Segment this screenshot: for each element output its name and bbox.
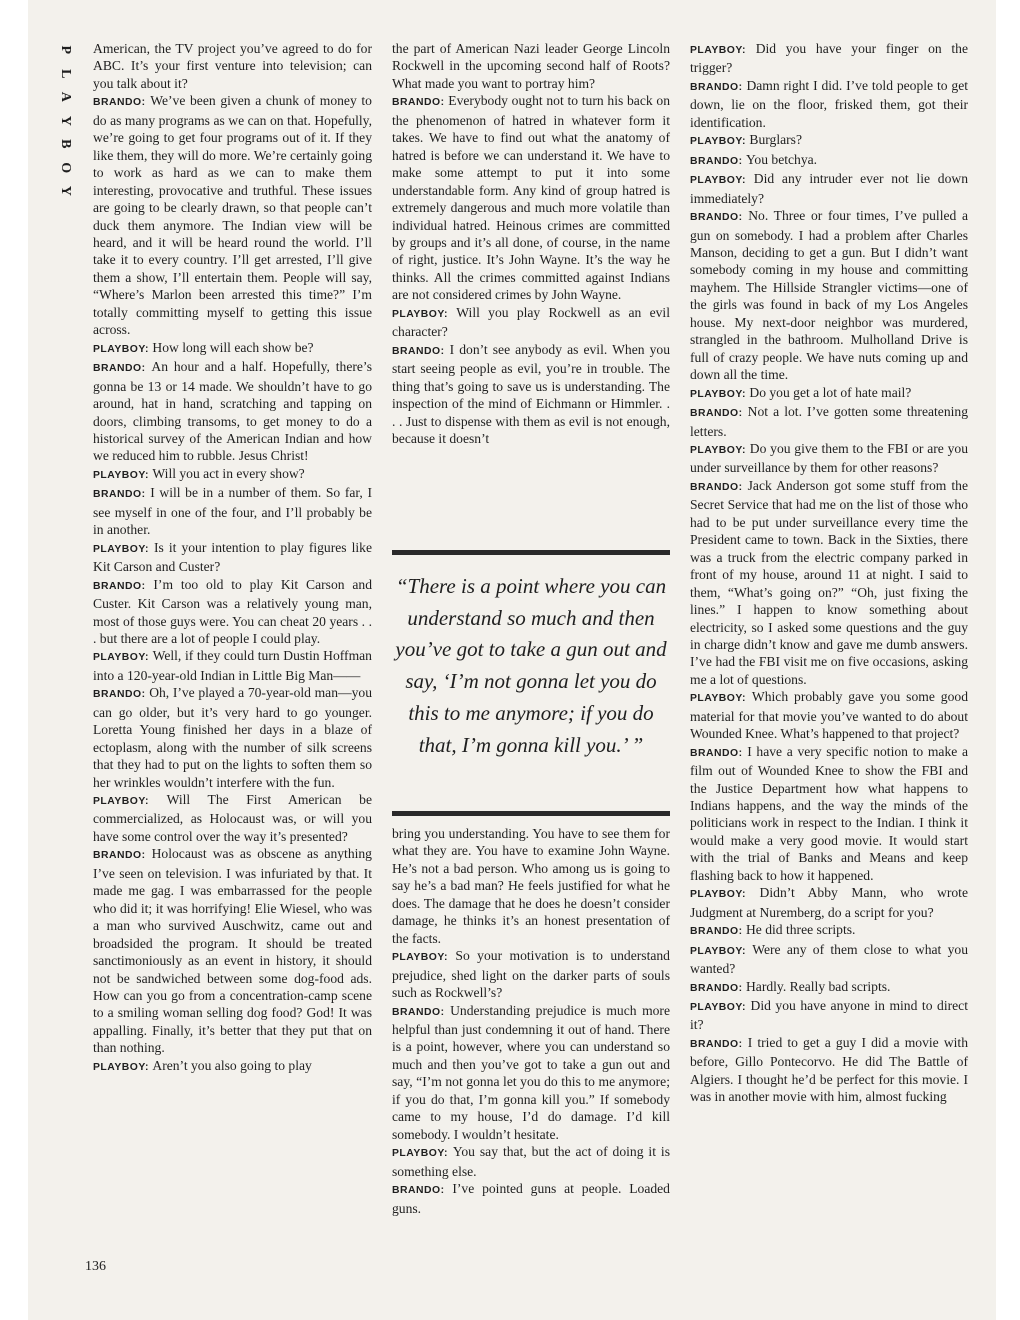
speaker-label: PLAYBOY : <box>93 796 167 807</box>
speaker-label: PLAYBOY : <box>690 693 752 704</box>
paragraph-text: Aren’t you also going to play <box>152 1057 312 1073</box>
interview-paragraph <box>93 539 372 576</box>
paragraph-text: How long will each show be? <box>152 339 314 355</box>
speaker-label: PLAYBOY : <box>93 470 152 481</box>
masthead-letter: Y <box>57 115 73 126</box>
pull-quote-text: “There is a point where you can understand so much and then you’ve got to take a gun out and say, ‘I’m not gonna let you do this to me anymore; if you do that, I’m gonna kill you.’ ” <box>395 574 667 757</box>
speaker-label: BRANDO : <box>690 82 746 93</box>
speaker-label: BRANDO : <box>690 482 748 493</box>
paragraph-text: I have a very specific notion to make a film out of Wounded Knee to show the FBI and the Justice Department how what happens to Indians happens, and the way the minds of the politicians work in respect to the Indian. I think it would make a very good movie. It would start with the trial of Banks and Means and keep flashing back to how it happened. <box>690 743 968 883</box>
paragraph-text: Do you get a lot of hate mail? <box>749 384 912 400</box>
speaker-label: PLAYBOY : <box>392 952 455 963</box>
speaker-label: PLAYBOY : <box>93 1062 152 1073</box>
paragraph-text: Do you give them to the FBI or are you under surveillance by them for other reasons? <box>690 440 968 476</box>
paragraph-text: I’ve pointed guns at people. Loaded guns. <box>392 1181 670 1216</box>
masthead-letter: O <box>57 161 73 173</box>
interview-paragraph <box>690 170 968 207</box>
paragraph-text: Will you act in every show? <box>152 465 305 481</box>
paragraph-text: Did you have your finger on the trigger? <box>690 41 968 76</box>
interview-paragraph <box>690 151 968 170</box>
paragraph-text: We’ve been given a chunk of money to do as many programs as we can on that. Hopefully, we’re going to get four programs out of it. If they like them, they will do more. We’re certainly going to work as hard as we can to make them interesting, provocative and truthful. These issues are going to be clearly drawn, so that people can’t duck them anymore. The Indian view will be heard, and it will be heard round the world. I’ll take it to every country. I’ll get arrested, I’ll give them a show, I’ll entertain them. People will say, “Where’s Marlon been arrested this time?” I’m totally committing myself to getting this issue across. <box>93 93 372 338</box>
speaker-label: BRANDO : <box>690 156 746 167</box>
speaker-label: BRANDO : <box>93 363 151 374</box>
speaker-label: PLAYBOY : <box>690 445 750 456</box>
text-column-2-top <box>392 40 670 447</box>
text-column-1 <box>93 40 372 1076</box>
interview-paragraph <box>690 688 968 742</box>
paragraph-text: He did three scripts. <box>745 922 856 938</box>
interview-paragraph <box>93 791 372 845</box>
interview-paragraph <box>392 341 670 448</box>
speaker-label: BRANDO : <box>93 581 153 592</box>
masthead-letter: P <box>57 45 73 55</box>
paragraph-text: Oh, I’ve played a 70-year-old man—you can go older, but it’s very hard to go younger. Loretta Young finished her days in a blaze of ectoplasm, along with the number of silk screens that they had to put on the lights to soften them so her wrinkles wouldn’t interfere with the fun. <box>93 685 372 790</box>
paragraph-text: You say that, but the act of doing it is something else. <box>392 1144 670 1179</box>
speaker-label: PLAYBOY : <box>690 889 760 900</box>
text-column-3 <box>690 40 968 1106</box>
speaker-label: PLAYBOY : <box>690 946 752 957</box>
paragraph-text: the part of American Nazi leader George Lincoln Rockwell in the upcoming second half of Roots? What made you want to portray him? <box>392 41 670 91</box>
interview-paragraph <box>690 207 968 384</box>
speaker-label: BRANDO : <box>93 850 152 861</box>
interview-paragraph <box>392 1002 670 1144</box>
paragraph-text: You betchya. <box>745 151 818 167</box>
paragraph-text: So your motivation is to understand prejudice, shed light on the darker parts of souls such as Rockwell’s? <box>392 948 670 1001</box>
interview-paragraph <box>93 484 372 538</box>
paragraph-text: bring you understanding. You have to see them for what they are. You have to examine John Wayne. He’s not a bad person. Who among us is going to say he’s a bad man? He feels justified for what he does. The damage that he does he doesn’t consider damage, he thinks it’s an honest presentation of the facts. <box>392 826 670 946</box>
paragraph-text: Hardly. Really bad scripts. <box>745 978 891 994</box>
speaker-label: BRANDO : <box>93 689 149 700</box>
interview-paragraph <box>690 997 968 1034</box>
speaker-label: BRANDO : <box>93 489 150 500</box>
masthead-letter: A <box>57 91 73 102</box>
interview-paragraph <box>690 978 968 997</box>
speaker-label: BRANDO : <box>690 408 748 419</box>
magazine-masthead <box>56 38 74 203</box>
interview-paragraph <box>392 40 670 92</box>
interview-paragraph <box>690 77 968 131</box>
paragraph-text: Didn’t Abby Mann, who wrote Judgment at Nuremberg, do a script for you? <box>690 885 968 920</box>
interview-paragraph <box>690 403 968 440</box>
interview-paragraph <box>93 339 372 358</box>
speaker-label: PLAYBOY : <box>392 1148 453 1159</box>
interview-paragraph <box>93 1057 372 1076</box>
speaker-label: BRANDO : <box>392 1185 452 1196</box>
interview-paragraph <box>690 743 968 885</box>
interview-paragraph <box>93 576 372 648</box>
interview-paragraph <box>93 647 372 684</box>
paragraph-text: Were any of them close to what you wanted? <box>690 941 968 977</box>
speaker-label: BRANDO : <box>93 97 150 108</box>
paragraph-text: I will be in a number of them. So far, I see myself in one of the four, and I’ll probably be in another. <box>93 485 372 538</box>
interview-paragraph <box>690 1034 968 1106</box>
paragraph-text: Everybody ought not to turn his back on the phenomenon of hatred in whatever form it takes. We have to find out what the anatomy of hatred is before we can understand it. We have to make some attempt to put it into some understandable form. Any kind of group hatred is extremely dangerous and much more volatile than individual hatred. Heinous crimes are committed by groups and it’s all done, of course, in the name of right, justice. It’s John Wayne. It’s the way he thinks. All the crimes committed against Indians are not considered crimes by John Wayne. <box>392 93 670 303</box>
paragraph-text: American, the TV project you’ve agreed to do for ABC. It’s your first venture into television; can you talk about it? <box>93 41 372 91</box>
masthead-letter: Y <box>57 185 73 196</box>
speaker-label: BRANDO : <box>392 1007 450 1018</box>
interview-paragraph <box>392 92 670 303</box>
speaker-label: PLAYBOY : <box>93 344 152 355</box>
interview-paragraph <box>690 440 968 477</box>
interview-paragraph <box>690 477 968 688</box>
speaker-label: BRANDO : <box>392 346 450 357</box>
speaker-label: PLAYBOY : <box>93 544 154 555</box>
interview-paragraph <box>690 884 968 921</box>
speaker-label: PLAYBOY : <box>690 45 756 56</box>
interview-paragraph <box>392 1180 670 1217</box>
paragraph-text: Understanding prejudice is much more helpful than just condemning it out of hand. There is a point, however, where you can understand so much and then you’ve got to take a gun out and say, “I’m not gonna let you do this to me anymore; if you do that, I’m gonna kill you.” If somebody came to my house, I’d do damage. I’d kill somebody. I wouldn’t hesitate. <box>392 1002 670 1142</box>
interview-paragraph <box>392 304 670 341</box>
paragraph-text: Which probably gave you some good material for that movie you’ve wanted to do about Wounded Knee. What’s happened to that project? <box>690 689 968 742</box>
paragraph-text: Will you play Rockwell as an evil character? <box>392 304 670 340</box>
speaker-label: PLAYBOY : <box>690 136 749 147</box>
pull-quote <box>392 550 670 816</box>
speaker-label: PLAYBOY : <box>93 652 153 663</box>
interview-paragraph <box>690 384 968 403</box>
interview-paragraph <box>392 1143 670 1180</box>
paragraph-text: I tried to get a guy I did a movie with before, Gillo Pontecorvo. He did The Battle of Algiers. I thought he’d be perfect for this movie. I was in another movie with him, almost fucking <box>690 1034 968 1105</box>
interview-paragraph <box>93 845 372 1056</box>
paragraph-text: Holocaust was as obscene as anything I’ve seen on television. I was infuriated by that. It made me gag. I was embarrassed for the people who did it; it was horrifying! Elie Wiesel, who was a man who survived Auschwitz, came out and broadsided the program. It should be treated sanctimoniously as an event in history, it should not be sandwiched between some dog-food ads. How can you go from a concentration-camp scene to a smiling woman selling dog food? God! It was appalling. Finally, it’s better that they put that on than nothing. <box>93 846 372 1056</box>
paragraph-text: An hour and a half. Hopefully, there’s gonna be 13 or 14 made. We shouldn’t have to go around, hat in hand, scratching and tapping on doors, climbing transoms, to get money to do a historical survey of the American Indian and how we reduced him to rubble. Jesus Christ! <box>93 359 373 464</box>
paragraph-text: Damn right I did. I’ve told people to get down, lie on the floor, frisked them, got their identification. <box>690 77 968 130</box>
paragraph-text: Not a lot. I’ve gotten some threatening letters. <box>690 404 968 439</box>
paragraph-text: Well, if they could turn Dustin Hoffman into a 120-year-old Indian in Little Big Man—— <box>93 648 372 683</box>
paragraph-text: Is it your intention to play figures like Kit Carson and Custer? <box>93 539 373 575</box>
paragraph-text: I’m too old to play Kit Carson and Custer. Kit Carson was a relatively young man, most of those guys were. You can cheat 20 years . . . but there are a lot of people I could play. <box>93 576 372 646</box>
interview-paragraph <box>93 465 372 484</box>
interview-paragraph <box>690 40 968 77</box>
masthead-letter: B <box>57 139 73 149</box>
speaker-label: BRANDO : <box>690 926 746 937</box>
interview-paragraph <box>690 131 968 150</box>
speaker-label: PLAYBOY : <box>392 309 456 320</box>
paragraph-text: Did any intruder ever not lie down immediately? <box>690 171 968 206</box>
interview-paragraph <box>392 947 670 1001</box>
interview-paragraph <box>392 825 670 947</box>
speaker-label: PLAYBOY : <box>690 175 754 186</box>
paragraph-text: Will The First American be commercialized, as Holocaust was, or will you have some control over the way it’s presented? <box>93 792 373 844</box>
speaker-label: PLAYBOY : <box>690 389 749 400</box>
speaker-label: BRANDO : <box>690 1039 748 1050</box>
masthead-letter: L <box>57 68 73 78</box>
speaker-label: PLAYBOY : <box>690 1002 751 1013</box>
page-number: 136 <box>85 1259 106 1274</box>
speaker-label: BRANDO : <box>690 748 747 759</box>
paragraph-text: Jack Anderson got some stuff from the Secret Service that had me on the list of those who had to be put under surveillance every time the President came to town. Back in the Sixties, there was a truck from the electric company parked in front of my house, around 11 at night. I said to them, “What’s going on?” “Oh, just fixing the lines.” I happen to know something about electricity, so I asked some questions and the guy in charge didn’t know and gave me dumb answers. I’ve had the FBI visit me on five occasions, asking me a lot of questions. <box>690 477 968 687</box>
interview-paragraph <box>93 40 372 92</box>
text-column-2-bottom <box>392 825 670 1217</box>
interview-paragraph <box>93 358 372 465</box>
paragraph-text: Burglars? <box>749 132 802 148</box>
interview-paragraph <box>93 684 372 791</box>
magazine-page <box>28 0 996 1320</box>
speaker-label: BRANDO : <box>392 97 448 108</box>
paragraph-text: I don’t see anybody as evil. When you start seeing people as evil, you’re in trouble. The thing that’s going to save us is understanding. The inspection of the mind of Eichmann or Himmler. . . . Just to dispense with them as evil is not enough, because it doesn’t <box>392 341 670 446</box>
interview-paragraph <box>690 941 968 978</box>
paragraph-text: Did you have anyone in mind to direct it? <box>690 998 968 1033</box>
paragraph-text: No. Three or four times, I’ve pulled a gun on somebody. I had a problem after Charles Manson, deciding to get a gun. But I didn’t want somebody coming in my house and committing mayhem. The Hillside Strangler victims—one of the girls was found in back of my Los Angeles house. My next-door neighbor was murdered, strangled in the bathroom. Mulholland Drive is full of crazy people. We have nuts coming up and down all the time. <box>690 208 968 383</box>
speaker-label: BRANDO : <box>690 983 746 994</box>
interview-paragraph <box>93 92 372 338</box>
interview-paragraph <box>690 921 968 940</box>
speaker-label: BRANDO : <box>690 212 748 223</box>
